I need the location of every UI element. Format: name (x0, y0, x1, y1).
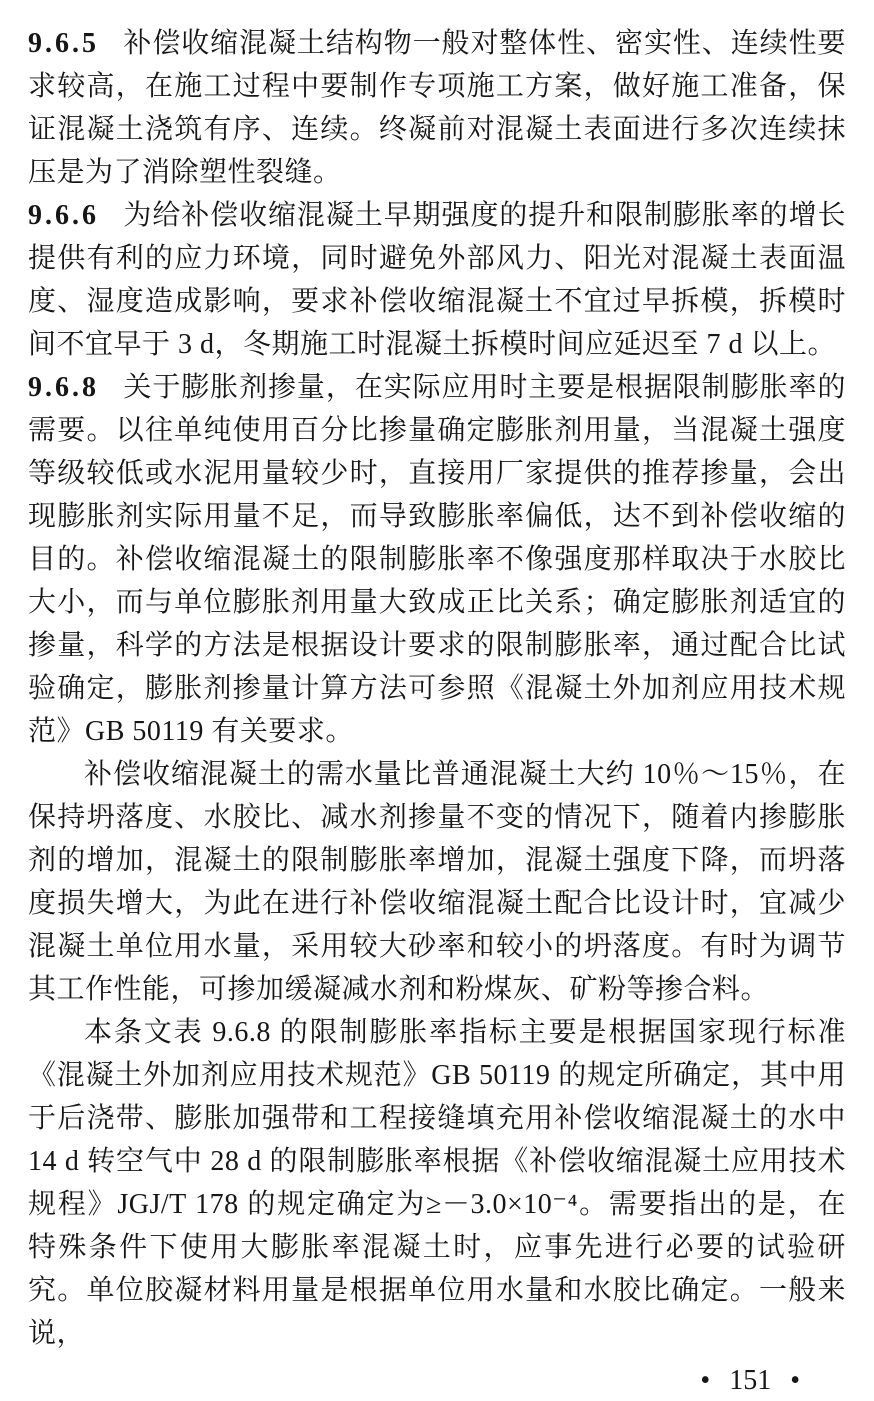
paragraph-text: 补偿收缩混凝土的需水量比普通混凝土大约 10％～15％，在保持坍落度、水胶比、减水剂掺量不变的情况下，随着内掺膨胀剂的增加，混凝土的限制膨胀率增加，混凝土强度下降，而坍落度损失增大，为此在进行补偿收缩混凝土配合比设计时，宜减少混凝土单位用水量，采用较大砂率和较小的坍落度。有时为调节其工作性能，可掺加缓凝减水剂和粉煤灰、矿粉等掺合料。 (28, 759, 846, 1005)
clause-paragraph (28, 366, 846, 753)
page-number: • 151 • (700, 1365, 800, 1396)
paragraph-text: 补偿收缩混凝土结构物一般对整体性、密实性、连续性要求较高，在施工过程中要制作专项施工方案，做好施工准备，保证混凝土浇筑有序、连续。终凝前对混凝土表面进行多次连续抹压是为了消除塑性裂缝。 (28, 28, 846, 188)
clause-paragraph (28, 22, 846, 194)
paragraphs-container (28, 22, 846, 1355)
paragraph-text: 本条文表 9.6.8 的限制膨胀率指标主要是根据国家现行标准《混凝土外加剂应用技术规范》GB 50119 的规定所确定，其中用于后浇带、膨胀加强带和工程接缝填充用补偿收缩混凝土的水中 14 d 转空气中 28 d 的限制膨胀率根据《补偿收缩混凝土应用技术规程》JGJ/T 178 的规定确定为≥－3.0×10⁻⁴。需要指出的是，在特殊条件下使用大膨胀率混凝土时，应事先进行必要的试验研究。单位胶凝材料用量是根据单位用水量和水胶比确定。一般来说， (28, 1017, 846, 1349)
clause-number: 9.6.6 (28, 200, 99, 231)
clause-paragraph (28, 194, 846, 366)
clause-number: 9.6.5 (28, 28, 99, 59)
paragraph-text: 为给补偿收缩混凝土早期强度的提升和限制膨胀率的增长提供有利的应力环境，同时避免外部风力、阳光对混凝土表面温度、湿度造成影响，要求补偿收缩混凝土不宜过早拆模，拆模时间不宜早于 3 d，冬期施工时混凝土拆模时间应延迟至 7 d 以上。 (28, 200, 846, 360)
clause-number: 9.6.8 (28, 372, 99, 403)
paragraph-text: 关于膨胀剂掺量，在实际应用时主要是根据限制膨胀率的需要。以往单纯使用百分比掺量确定膨胀剂用量，当混凝土强度等级较低或水泥用量较少时，直接用厂家提供的推荐掺量，会出现膨胀剂实际用量不足，而导致膨胀率偏低，达不到补偿收缩的目的。补偿收缩混凝土的限制膨胀率不像强度那样取决于水胶比大小，而与单位膨胀剂用量大致成正比关系；确定膨胀剂适宜的掺量，科学的方法是根据设计要求的限制膨胀率，通过配合比试验确定，膨胀剂掺量计算方法可参照《混凝土外加剂应用技术规范》GB 50119 有关要求。 (28, 372, 846, 747)
commentary-paragraph (28, 1011, 846, 1355)
commentary-paragraph (28, 753, 846, 1011)
page-footer (28, 1361, 846, 1401)
